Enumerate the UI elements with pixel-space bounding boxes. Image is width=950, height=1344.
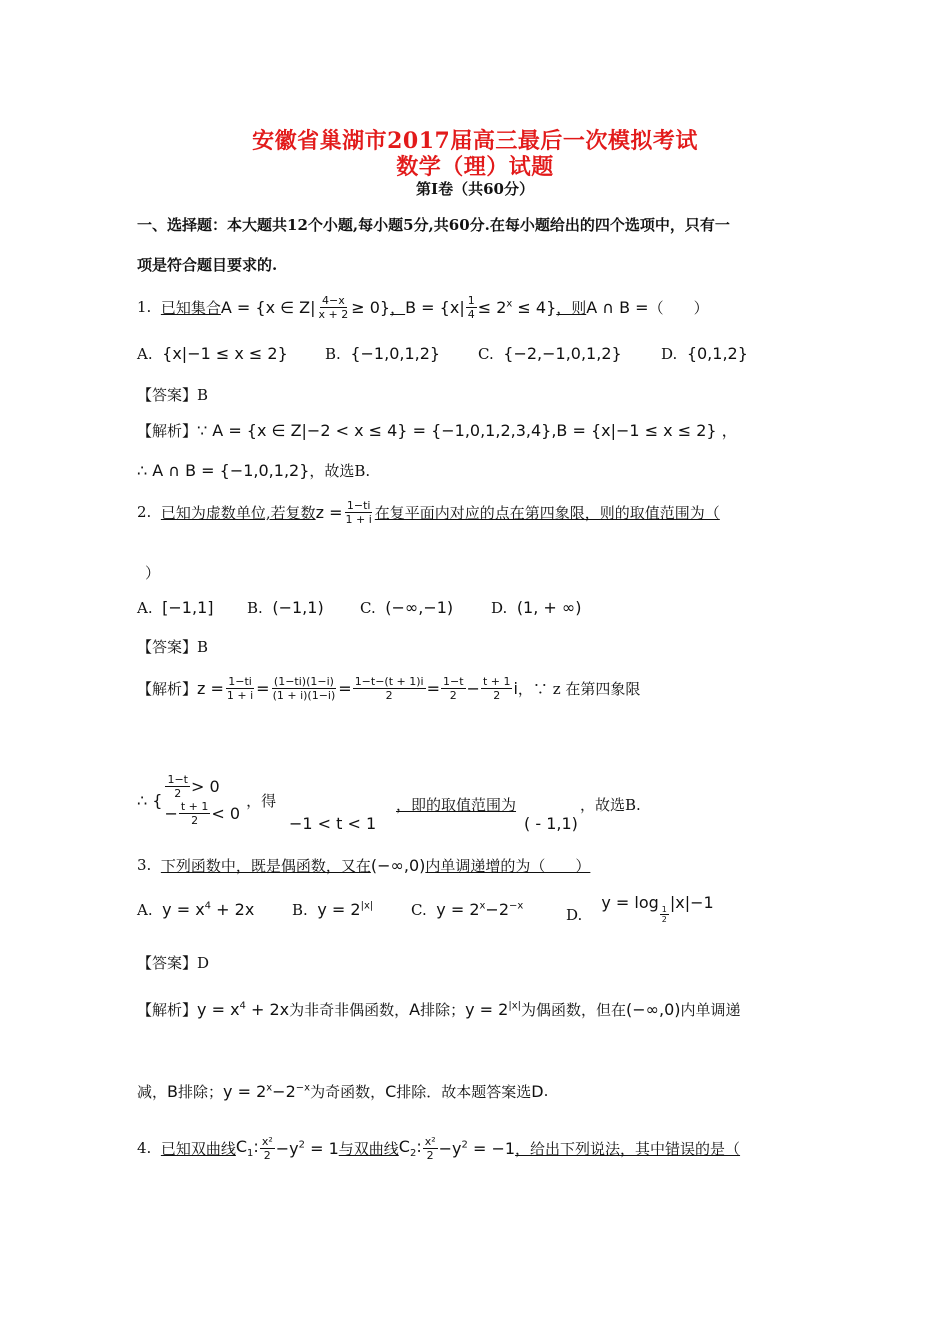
q2-analysis-system: ∴ { $\frac{1-t}{2}$ > 0 − $\frac{t + 1}{2}$ < 0 ，得 [137,773,277,827]
q3-option-a: A. $y = x^4 + 2x$ [137,900,255,919]
q1-paren: （ ） [648,298,709,317]
volume-heading: 第Ⅰ卷（共60分） [416,180,534,198]
q1-set-a-fraction: $\frac{4-x}{x + 2}$ [318,293,349,321]
q2-option-d: D. (1, + ∞) [491,598,582,617]
q2-analysis-text2: ，即的取值范围为 [396,796,517,814]
q2-z: z = [315,502,343,522]
q2-option-c: C. (−∞,−1) [360,598,454,617]
q2-text-close: ） [145,564,161,582]
q1-option-d: D. {0,1,2} [661,344,748,363]
document-subtitle: 数学（理）试题 [396,154,554,180]
question-2 [137,494,720,530]
q2-range: −1 < t < 1 [289,814,377,833]
q3-analysis: 【解析】 $y = x^4 + 2x$ 为非奇非偶函数， A 排除； $y = 2^{|x|}$ 为偶函数，但在 (−∞,0) 内单调递 [137,999,741,1019]
q1-set-b: B = {x| [405,297,465,317]
q1-set-b-mid: ≤ $2^x \le 4$} [477,297,557,317]
q3-option-c: C. $y = 2^x-2^{-x}$ [411,900,524,919]
q2-option-b: B. (−1,1) [247,598,324,617]
q2-fraction: $\frac{1-ti}{1 + i}$ [345,498,372,526]
q2-text-a: 已知为虚数单位,若复数 [160,503,316,522]
section-instruction-line2: 项是符合题目要求的. [137,256,278,274]
question-4: 4. 已知双曲线 $C_1$: $\frac{\text{x²}}{2}$ $-y^2 = 1$ 与双曲线 $C_2$: $\frac{\text{x²}}{2}$ $-y^2 = -1$ ，给出下列说法，其中错误的是（ [137,1134,741,1162]
q1-then: ，则 [556,298,587,317]
q1-analysis-conclusion: ∴ A ∩ B = {−1,0,1,2}，故选B. [137,461,371,480]
q3-answer: 【答案】D [137,954,210,972]
q1-intersection: A ∩ B = [586,297,649,317]
q1-comma: ， [390,298,406,317]
q3-option-b: B. $y = 2^{|x|}$ [292,900,374,919]
q2-interval: ( - 1,1) [524,814,578,833]
section-instruction-line1: 一、选择题：本大题共12个小题,每小题5分,共60分.在每小题给出的四个选项中，只有一 [137,216,730,234]
q3-analysis-continued: 减， B 排除； $y = 2^x-2^{-x}$ 为奇函数， C 排除．故本题答案选 D . [137,1081,549,1101]
q2-option-a: A. [−1,1] [137,598,214,617]
q1-analysis: 【解析】∵ A = {x ∈ Z|−2 < x ≤ 4} = {−1,0,1,2,3,4},B = {x|−1 ≤ x ≤ 2} ， [137,421,738,440]
q1-text: 已知集合 [160,298,221,317]
q1-set-a-end: ≥ 0} [351,297,391,317]
q3-option-d: D. y = log $\frac{1}{2}$ |x|−1 [566,893,714,924]
q1-answer: 【答案】B [137,386,209,404]
question-3: 3. 下列函数中，既是偶函数，又在 (−∞,0) 内单调递增的为（ ） [137,855,591,875]
q2-analysis: 【解析】 z = $\frac{1-ti}{1 + i}$ = $\frac{(1-ti)(1-i)}{(1 + i)(1-i)}$ = $\frac{1-t-(t + 1)i}{2}$ = $\frac{1-t}{2}$ − $\frac{t + 1}{2}$ i ，∵ z 在第四象限 [137,674,641,702]
question-1 [137,290,709,324]
q1-option-c: C. {−2,−1,0,1,2} [478,344,622,363]
q2-analysis-text3: ，故选B. [580,796,641,814]
q1-number: 1. [137,298,152,316]
q1-option-b: B. {−1,0,1,2} [325,344,441,363]
q2-number: 2. [137,503,152,521]
q2-answer: 【答案】B [137,638,209,656]
q1-set-a: A = {x ∈ Z| [220,297,316,317]
q2-text-b: 在复平面内对应的点在第四象限，则的取值范围为（ [374,503,720,522]
document-title: 安徽省巢湖市2017届高三最后一次模拟考试 [252,128,698,154]
q1-set-b-fraction: $\frac{1}{4}$ [467,293,475,321]
q1-option-a: A. {x|−1 ≤ x ≤ 2} [137,344,288,363]
